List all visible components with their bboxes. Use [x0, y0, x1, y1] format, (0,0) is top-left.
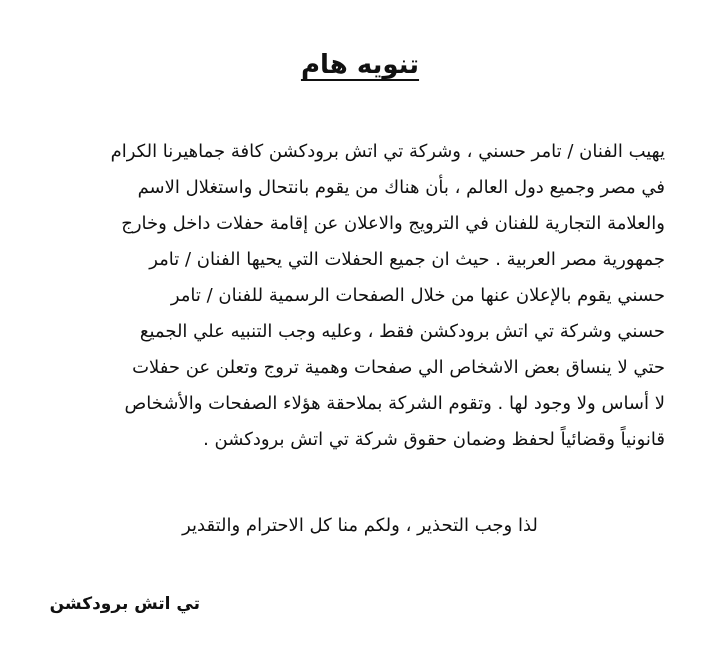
signature: تي اتش برودكشن — [49, 594, 200, 614]
body-line: حتي لا ينساق بعض الاشخاص الي صفحات وهمية تروج وتعلن عن حفلات — [132, 357, 665, 378]
body-line: لا أساس ولا وجود لها . وتقوم الشركة بملاحقة هؤلاء الصفحات والأشخاص — [124, 393, 665, 414]
closing-line: لذا وجب التحذير ، ولكم منا كل الاحترام والتقدير — [182, 515, 538, 536]
body-line: في مصر وجميع دول العالم ، بأن هناك من يقوم بانتحال واستغلال الاسم — [137, 177, 665, 198]
body-line: حسني وشركة تي اتش برودكشن فقط ، وعليه وجب التنبيه علي الجميع — [139, 321, 665, 342]
body-line: جمهورية مصر العربية . حيث ان جميع الحفلات التي يحيها الفنان / تامر — [149, 249, 665, 270]
body-line: حسني يقوم بالإعلان عنها من خلال الصفحات الرسمية للفنان / تامر — [170, 285, 665, 306]
notice-title: تنويه هام — [300, 50, 420, 80]
body-line: يهيب الفنان / تامر حسني ، وشركة تي اتش برودكشن كافة جماهيرنا الكرام — [110, 141, 665, 162]
body-line: والعلامة التجارية للفنان في الترويج والاعلان عن إقامة حفلات داخل وخارج — [121, 213, 665, 234]
body-line: قانونياً وقضائياً لحفظ وضمان حقوق شركة تي اتش برودكشن . — [203, 429, 665, 450]
notice-body — [45, 134, 665, 458]
